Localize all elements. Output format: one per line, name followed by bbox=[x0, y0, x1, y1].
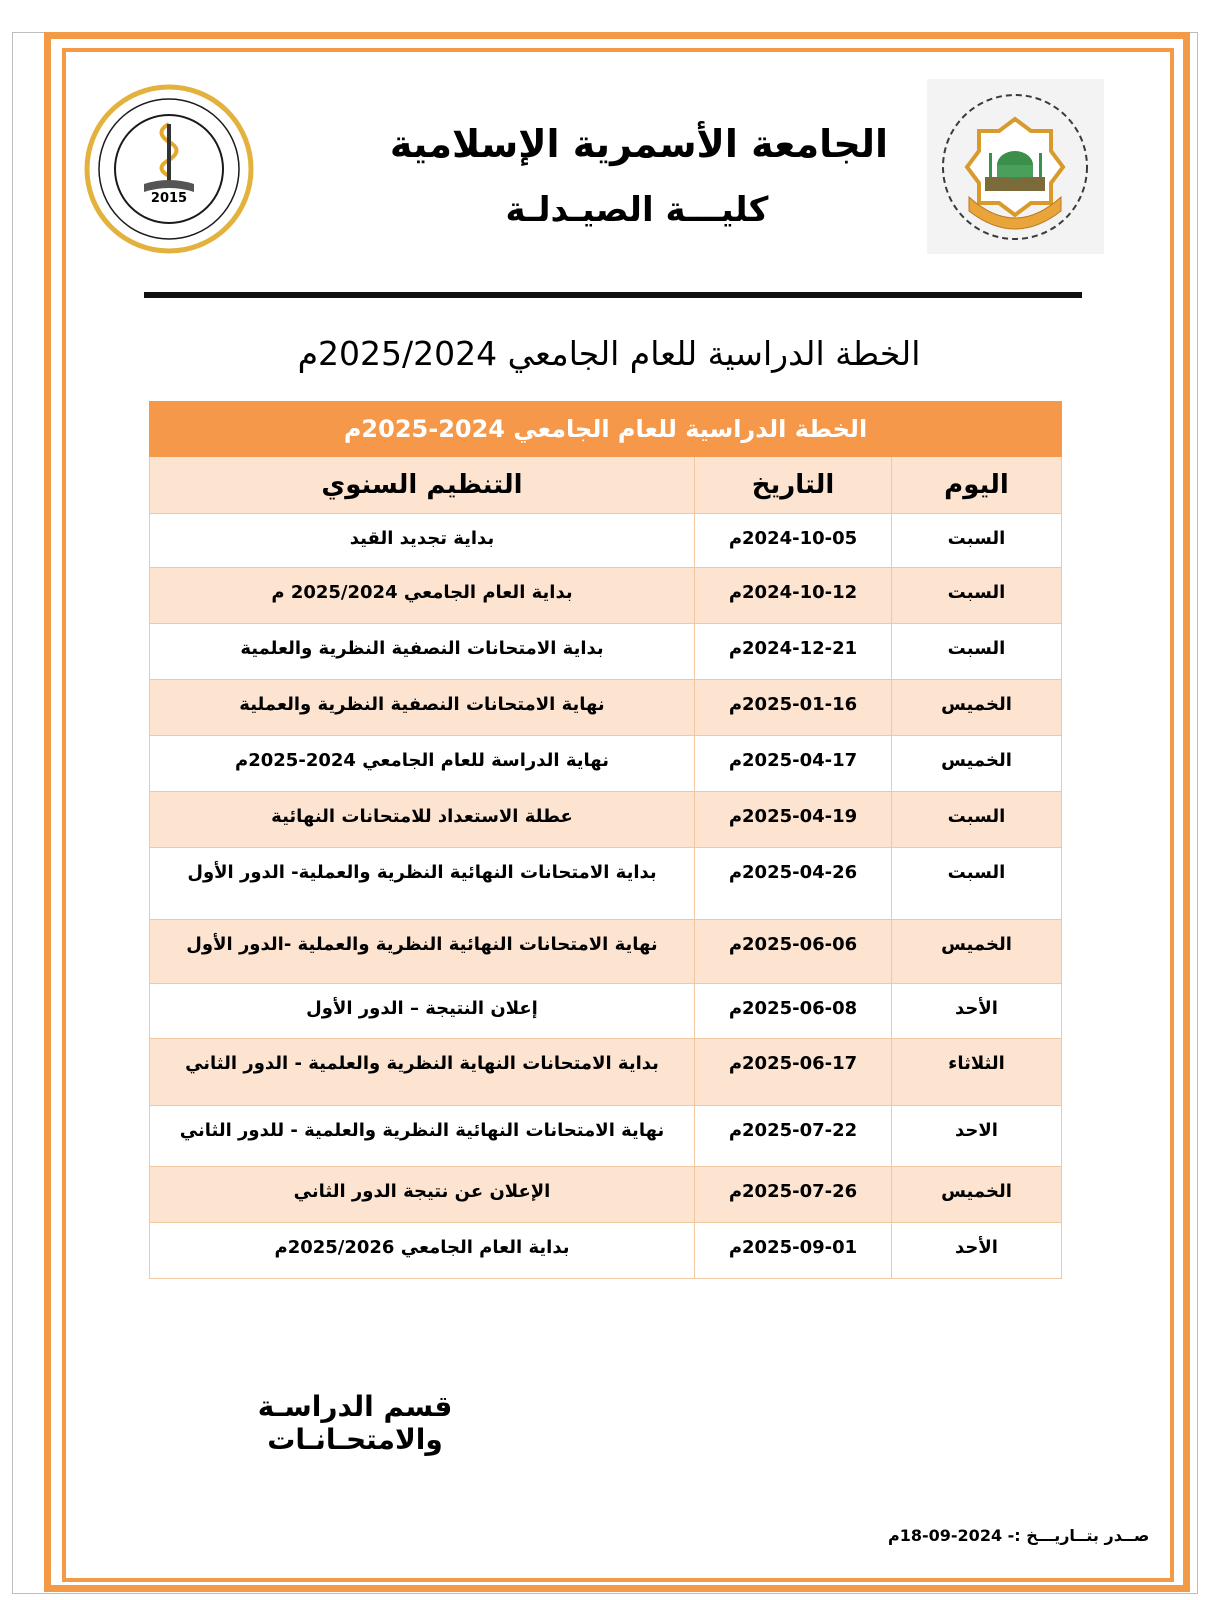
day-cell: السبت bbox=[892, 624, 1062, 680]
table-row bbox=[150, 736, 1062, 792]
event-cell: بداية العام الجامعي 2025/2026م bbox=[150, 1223, 695, 1279]
day-cell: الثلاثاء bbox=[892, 1039, 1062, 1106]
date-cell: 2025-07-26م bbox=[695, 1167, 892, 1223]
event-cell: الإعلان عن نتيجة الدور الثاني bbox=[150, 1167, 695, 1223]
table-row bbox=[150, 1223, 1062, 1279]
event-cell: نهاية الامتحانات النصفية النظرية والعملية bbox=[150, 680, 695, 736]
date-cell: 2025-01-16م bbox=[695, 680, 892, 736]
date-cell: 2025-04-19م bbox=[695, 792, 892, 848]
day-cell: السبت bbox=[892, 514, 1062, 568]
table-row bbox=[150, 624, 1062, 680]
issued-label: صــدر بتــاريـــخ :- bbox=[1007, 1526, 1150, 1545]
day-cell: الخميس bbox=[892, 1167, 1062, 1223]
university-name: الجامعة الأسمرية الإسلامية bbox=[389, 122, 889, 166]
pharmacy-seal-year: 2015 bbox=[150, 191, 188, 206]
table-row bbox=[150, 792, 1062, 848]
column-header-day: اليوم bbox=[892, 457, 1062, 514]
column-header-date: التاريخ bbox=[695, 457, 892, 514]
event-cell: نهاية الدراسة للعام الجامعي 2024-2025م bbox=[150, 736, 695, 792]
date-cell: 2024-10-05م bbox=[695, 514, 892, 568]
day-cell: الأحد bbox=[892, 1223, 1062, 1279]
event-cell: نهاية الامتحانات النهائية النظرية والعملية -الدور الأول bbox=[150, 920, 695, 984]
day-cell: الأحد bbox=[892, 984, 1062, 1039]
faculty-name: كليـــة الصيـدلـة bbox=[505, 190, 769, 230]
column-header-event: التنظيم السنوي bbox=[150, 457, 695, 514]
day-cell: السبت bbox=[892, 848, 1062, 920]
event-cell: عطلة الاستعداد للامتحانات النهائية bbox=[150, 792, 695, 848]
day-cell: الخميس bbox=[892, 736, 1062, 792]
event-cell: نهاية الامتحانات النهائية النظرية والعلمية - للدور الثاني bbox=[150, 1106, 695, 1167]
date-cell: 2024-12-21م bbox=[695, 624, 892, 680]
day-cell: السبت bbox=[892, 792, 1062, 848]
event-cell: بداية تجديد القيد bbox=[150, 514, 695, 568]
table-row bbox=[150, 920, 1062, 984]
date-cell: 2024-10-12م bbox=[695, 568, 892, 624]
table-row bbox=[150, 568, 1062, 624]
table-row bbox=[150, 680, 1062, 736]
day-cell: الاحد bbox=[892, 1106, 1062, 1167]
issued-date: 2024-09-18م bbox=[888, 1526, 1003, 1545]
day-cell: السبت bbox=[892, 568, 1062, 624]
table-row bbox=[150, 514, 1062, 568]
issue-date-line bbox=[888, 1526, 1149, 1545]
date-cell: 2025-09-01م bbox=[695, 1223, 892, 1279]
date-cell: 2025-06-06م bbox=[695, 920, 892, 984]
event-cell: إعلان النتيجة – الدور الأول bbox=[150, 984, 695, 1039]
plan-heading: الخطة الدراسية للعام الجامعي 2025/2024م bbox=[297, 334, 921, 373]
academic-calendar-table bbox=[149, 401, 1062, 1279]
date-cell: 2025-06-17م bbox=[695, 1039, 892, 1106]
event-cell: بداية الامتحانات النصفية النظرية والعلمية bbox=[150, 624, 695, 680]
date-cell: 2025-04-26م bbox=[695, 848, 892, 920]
department-name: قسم الدراسـة والامتحـانـات bbox=[257, 1390, 453, 1456]
event-cell: بداية الامتحانات النهائية النظرية والعملية- الدور الأول bbox=[150, 848, 695, 920]
table-row bbox=[150, 1167, 1062, 1223]
day-cell: الخميس bbox=[892, 680, 1062, 736]
event-cell: بداية الامتحانات النهاية النظرية والعلمية - الدور الثاني bbox=[150, 1039, 695, 1106]
table-row bbox=[150, 1106, 1062, 1167]
date-cell: 2025-06-08م bbox=[695, 984, 892, 1039]
event-cell: بداية العام الجامعي 2025/2024 م bbox=[150, 568, 695, 624]
date-cell: 2025-07-22م bbox=[695, 1106, 892, 1167]
table-row bbox=[150, 984, 1062, 1039]
table-title: الخطة الدراسية للعام الجامعي 2024-2025م bbox=[150, 402, 1062, 457]
table-row bbox=[150, 1039, 1062, 1106]
table-row bbox=[150, 848, 1062, 920]
day-cell: الخميس bbox=[892, 920, 1062, 984]
date-cell: 2025-04-17م bbox=[695, 736, 892, 792]
header-divider bbox=[144, 292, 1082, 298]
